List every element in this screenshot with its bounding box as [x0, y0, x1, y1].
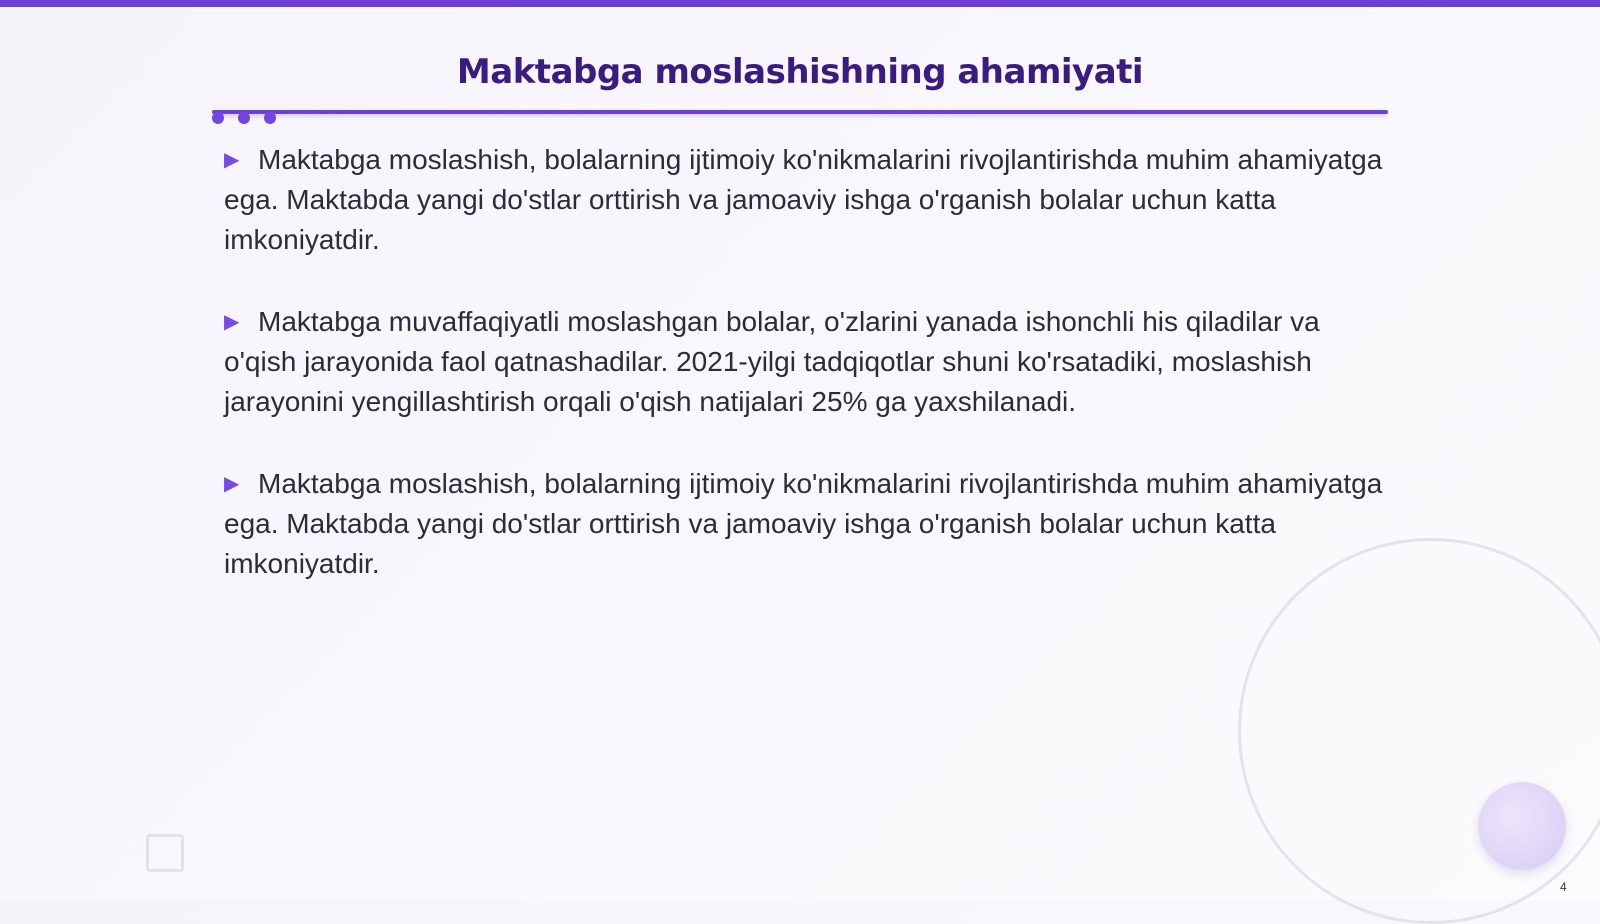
bullet-item	[224, 464, 1394, 584]
decorative-dot	[264, 112, 276, 124]
top-accent-bar	[0, 0, 1600, 7]
bullet-arrow-icon: ▶	[224, 149, 240, 171]
bullet-text: Maktabga moslashish, bolalarning ijtimoiy ko'nikmalarini rivojlantirishda muhim ahamiyatga ega. Maktabda yangi do'stlar orttirish va jamoaviy ishga o'rganish bolalar uchun katta imkoniyatdir.	[224, 144, 1383, 255]
bullet-text: Maktabga moslashish, bolalarning ijtimoiy ko'nikmalarini rivojlantirishda muhim ahamiyatga ega. Maktabda yangi do'stlar orttirish va jamoaviy ishga o'rganish bolalar uchun katta imkoniyatdir.	[224, 468, 1383, 579]
decorative-bubble	[1478, 782, 1566, 870]
decorative-dot	[238, 112, 250, 124]
bullet-list	[224, 140, 1394, 626]
slide-title: Maktabga moslashishning ahamiyati	[456, 52, 1144, 92]
bullet-arrow-icon: ▶	[224, 473, 240, 495]
decorative-dot	[212, 112, 224, 124]
page-number: 4	[1560, 880, 1567, 894]
title-underline	[212, 110, 1388, 114]
decorative-ring	[1238, 538, 1600, 924]
bullet-arrow-icon: ▶	[224, 311, 240, 333]
bullet-text: Maktabga muvaffaqiyatli moslashgan bolalar, o'zlarini yanada ishonchli his qiladilar va o'qish jarayonida faol qatnashadilar. 2021-yilgi tadqiqotlar shuni ko'rsatadiki, moslashish jarayonini yengillashtirish orqali o'qish natijalari 25% ga yaxshilanadi.	[224, 306, 1320, 417]
bullet-item	[224, 302, 1394, 422]
bullet-item	[224, 140, 1394, 260]
decorative-square	[146, 834, 184, 872]
